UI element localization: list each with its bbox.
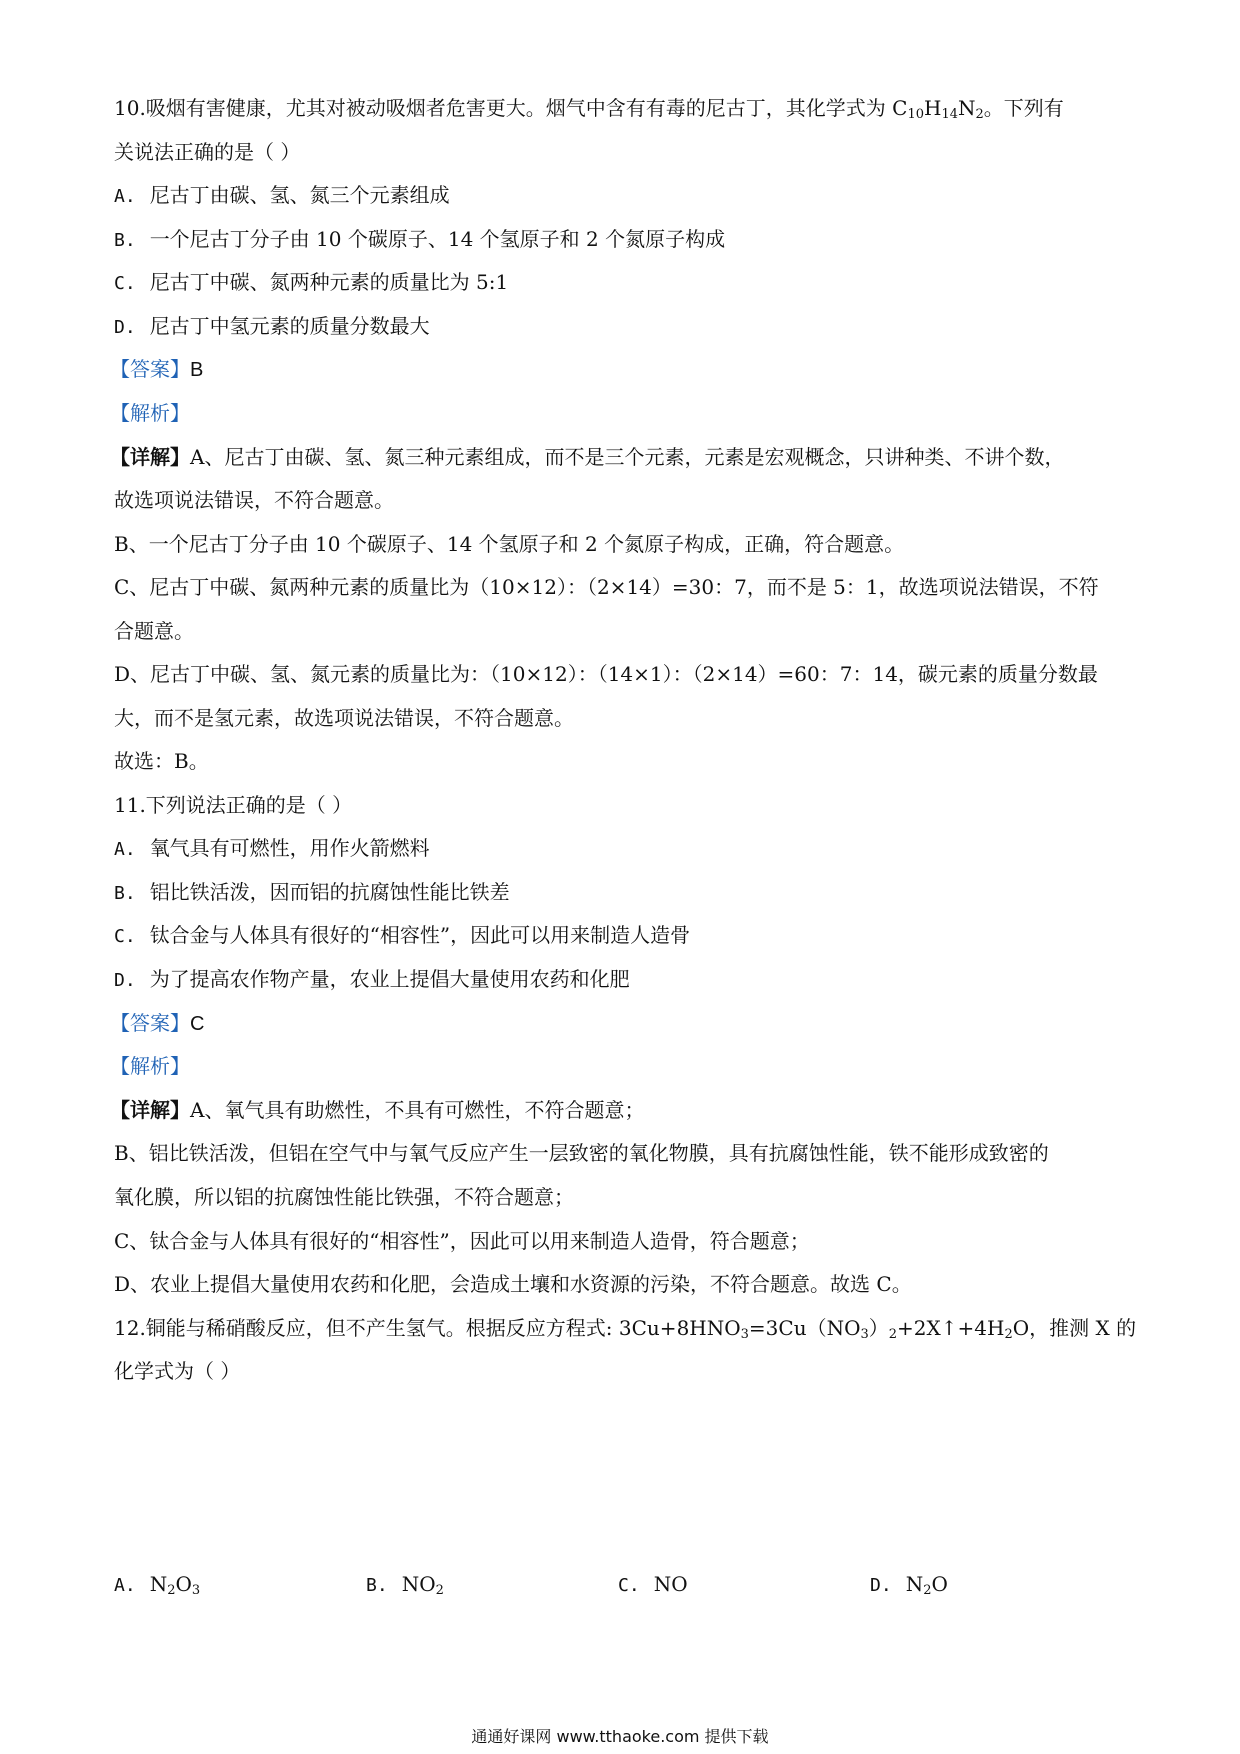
q11-option-d <box>114 967 630 993</box>
subscript: 2 <box>1004 1327 1013 1342</box>
formula-part: N <box>905 1572 924 1596</box>
formula-part: NO <box>401 1572 436 1596</box>
subscript: 14 <box>941 107 959 122</box>
q11-answer <box>110 1011 204 1036</box>
q12-option-c <box>618 1572 688 1598</box>
formula-part: O <box>175 1572 192 1596</box>
option-label: B. <box>114 230 136 251</box>
page-footer: 通通好课网 www.tthaoke.com 提供下载 <box>471 1727 769 1746</box>
q11-detail-line1 <box>110 1098 644 1122</box>
subscript: 3 <box>740 1327 749 1342</box>
subscript: 3 <box>860 1327 869 1342</box>
option-label: A. <box>114 186 136 207</box>
option-label: C. <box>114 273 136 294</box>
detail-text: A、尼古丁由碳、氢、氮三种元素组成，而不是三个元素，元素是宏观概念，只讲种类、不讲个数， <box>190 445 1065 469</box>
q10-detail-line6: D、尼古丁中碳、氢、氮元素的质量比为：（10×12）：（14×1）：（2×14）=60：7：14，碳元素的质量分数最 <box>114 662 1098 686</box>
formula-part: N <box>149 1572 168 1596</box>
q10-detail-line3: B、一个尼古丁分子由 10 个碳原子、14 个氢原子和 2 个氮原子构成，正确，符合题意。 <box>114 532 905 556</box>
q12-stem-line1 <box>114 1316 1136 1340</box>
q10-answer <box>110 357 203 382</box>
q10-stem-line1 <box>114 96 1064 120</box>
option-text: 尼古丁中氢元素的质量分数最大 <box>149 314 430 338</box>
formula-part: H <box>924 96 942 120</box>
q10-detail-line4: C、尼古丁中碳、氮两种元素的质量比为（10×12）：（2×14）=30：7，而不是 5：1，故选项说法错误，不符 <box>114 575 1099 599</box>
q10-stem-text: 。下列有 <box>983 96 1064 120</box>
q10-detail-line8: 故选：B。 <box>114 749 209 773</box>
detail-label: 【详解】 <box>110 445 190 469</box>
q10-detail-line2: 故选项说法错误，不符合题意。 <box>114 488 394 512</box>
q10-stem-text: 10.吸烟有害健康，尤其对被动吸烟者危害更大。烟气中含有有毒的尼古丁，其化学式为 C <box>114 96 908 120</box>
detail-text: A、氧气具有助燃性，不具有可燃性，不符合题意； <box>190 1098 645 1122</box>
q12-stem-line2: 化学式为（ ） <box>114 1359 241 1383</box>
option-text: 为了提高农作物产量，农业上提倡大量使用农药和化肥 <box>149 967 630 991</box>
option-label: A. <box>114 1575 136 1596</box>
q10-analysis-label: 【解析】 <box>110 401 190 425</box>
subscript: 2 <box>923 1583 932 1598</box>
option-text: 钛合金与人体具有很好的“相容性”，因此可以用来制造人造骨 <box>149 923 691 947</box>
q12-stem-text: O，推测 X 的 <box>1012 1316 1137 1340</box>
option-label: D. <box>870 1575 892 1596</box>
q12-option-d <box>870 1572 948 1598</box>
q11-option-a <box>114 836 430 862</box>
q10-detail-line7: 大，而不是氢元素，故选项说法错误，不符合题意。 <box>114 706 574 730</box>
detail-label: 【详解】 <box>110 1098 190 1122</box>
q11-detail-line4: C、钛合金与人体具有很好的“相容性”，因此可以用来制造人造骨，符合题意； <box>114 1229 810 1253</box>
q10-option-c <box>114 270 508 296</box>
answer-label: 【答案】 <box>110 1011 190 1035</box>
q11-detail-line3: 氧化膜，所以铝的抗腐蚀性能比铁强，不符合题意； <box>114 1185 574 1209</box>
q12-option-b <box>366 1572 444 1598</box>
formula-part: NO <box>653 1572 688 1596</box>
q11-option-c <box>114 923 690 949</box>
formula-part: N <box>958 96 976 120</box>
option-text: 一个尼古丁分子由 10 个碳原子、14 个氢原子和 2 个氮原子构成 <box>149 227 726 251</box>
q11-detail-line5: D、农业上提倡大量使用农药和化肥，会造成土壤和水资源的污染，不符合题意。故选 C。 <box>114 1272 912 1296</box>
subscript: 3 <box>191 1583 201 1598</box>
q10-option-b <box>114 227 725 253</box>
option-text: 氧气具有可燃性，用作火箭燃料 <box>149 836 430 860</box>
option-label: B. <box>114 883 136 904</box>
q12-stem-text: +2X↑+4H <box>897 1316 1005 1340</box>
option-label: D. <box>114 970 136 991</box>
answer-label: 【答案】 <box>110 357 190 381</box>
q11-analysis-label: 【解析】 <box>110 1054 190 1078</box>
q11-option-b <box>114 880 510 906</box>
option-label: C. <box>618 1575 640 1596</box>
q10-option-d <box>114 314 430 340</box>
answer-value: C <box>190 1013 205 1035</box>
option-label: A. <box>114 839 136 860</box>
q10-detail-line5: 合题意。 <box>114 619 194 643</box>
subscript: 2 <box>975 107 984 122</box>
option-text: 尼古丁中碳、氮两种元素的质量比为 5:1 <box>149 270 509 294</box>
q12-stem-text: 12.铜能与稀硝酸反应，但不产生氢气。根据反应方程式: 3Cu+8HNO <box>114 1316 741 1340</box>
q12-stem-text: =3Cu（NO <box>748 1316 861 1340</box>
q11-detail-line2: B、铝比铁活泼，但铝在空气中与氧气反应产生一层致密的氧化物膜，具有抗腐蚀性能，铁不能形成致密的 <box>114 1141 1049 1165</box>
option-label: D. <box>114 317 136 338</box>
option-label: B. <box>366 1575 388 1596</box>
q12-option-a <box>114 1572 200 1598</box>
formula-part: O <box>931 1572 948 1596</box>
option-text: 铝比铁活泼，因而铝的抗腐蚀性能比铁差 <box>149 880 510 904</box>
q11-stem: 11.下列说法正确的是（ ） <box>114 793 353 817</box>
subscript: 10 <box>907 107 925 122</box>
subscript: 2 <box>888 1327 898 1342</box>
q12-stem-text: ） <box>868 1316 889 1340</box>
q10-option-a <box>114 183 450 209</box>
q10-stem-line2: 关说法正确的是（ ） <box>114 140 301 164</box>
q10-detail-line1 <box>110 445 1064 469</box>
subscript: 2 <box>435 1583 444 1598</box>
option-label: C. <box>114 926 136 947</box>
answer-value: B <box>190 359 204 381</box>
subscript: 2 <box>167 1583 176 1598</box>
option-text: 尼古丁由碳、氢、氮三个元素组成 <box>149 183 450 207</box>
